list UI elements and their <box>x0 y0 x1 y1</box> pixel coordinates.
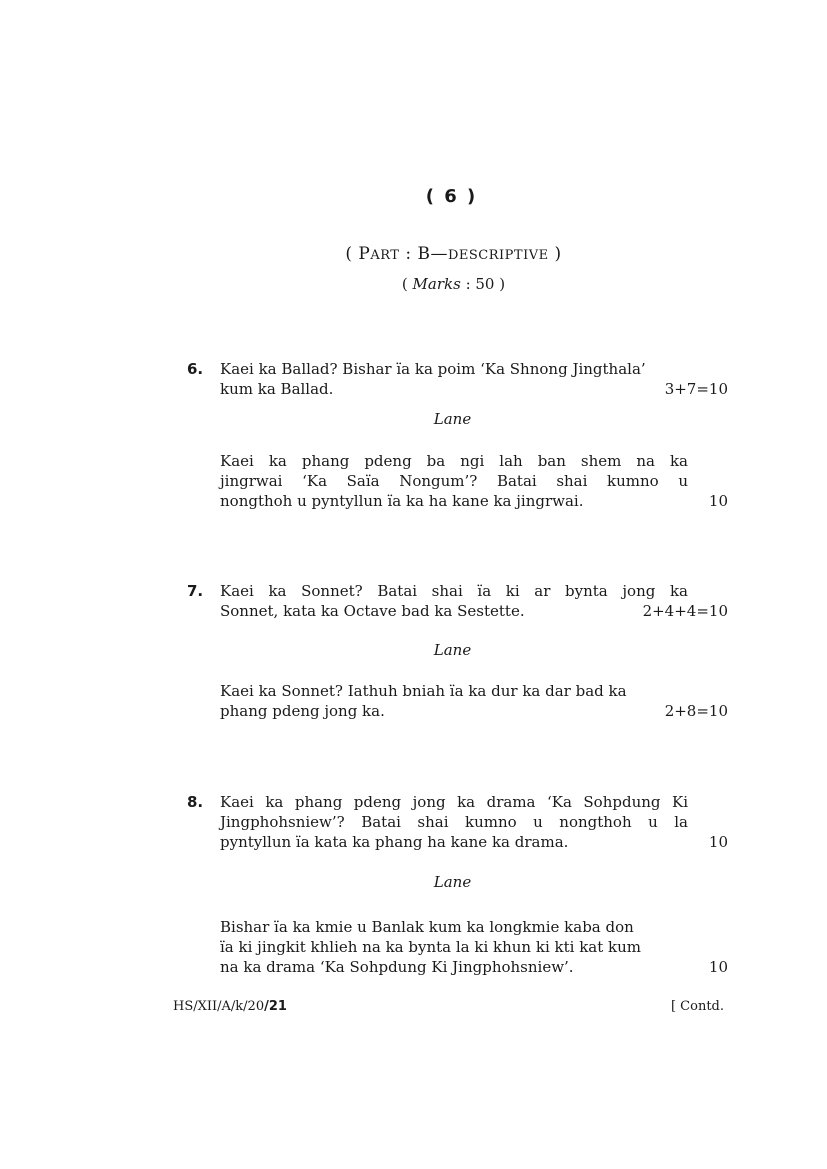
part-title-sc1: ART <box>370 248 400 263</box>
total-marks <box>0 275 827 293</box>
alt-question-line: Bishar ïa ka kmie u Banlak kum ka longkmie kaba don <box>220 918 634 936</box>
paper-code-suffix: /21 <box>264 999 287 1014</box>
part-title <box>0 244 827 264</box>
question-text-line: Kaei ka phang pdeng jong ka drama ‘Ka Sohpdung Ki <box>220 793 688 811</box>
alt-question-line: Kaei ka Sonnet? Iathuh bniah ïa ka dur ka dar bad ka <box>220 682 627 700</box>
alt-question-marks: 10 <box>708 958 728 976</box>
question-marks: 2+4+4=10 <box>642 602 728 620</box>
part-title-mid: : B— <box>399 244 448 264</box>
marks-label: Marks <box>412 275 461 293</box>
or-label: Lane <box>433 641 472 659</box>
question-text-line: Kaei ka Ballad? Bishar ïa ka poim ‘Ka Shnong Jingthala’ <box>220 360 646 378</box>
continued-label: [ Contd. <box>670 999 724 1014</box>
question-number: 6. <box>187 360 204 378</box>
question-text-line: Sonnet, kata ka Octave bad ka Sestette. <box>220 602 525 620</box>
marks-open: ( <box>401 275 413 293</box>
question-number: 7. <box>187 582 204 600</box>
question-text-line: pyntyllun ïa kata ka phang ha kane ka drama. <box>220 833 569 851</box>
alt-question-line: jingrwai ‘Ka Saïa Nongum’? Batai shai kumno u <box>220 472 688 490</box>
alt-question-marks: 2+8=10 <box>664 702 728 720</box>
question-text-line: Kaei ka Sonnet? Batai shai ïa ki ar bynta jong ka <box>220 582 688 600</box>
page-number: ( 6 ) <box>425 186 478 207</box>
question-text-line: kum ka Ballad. <box>220 380 334 398</box>
part-title-open: ( P <box>345 244 371 264</box>
alt-question-line: Kaei ka phang pdeng ba ngi lah ban shem na ka <box>220 452 688 470</box>
paper-code <box>173 999 287 1014</box>
alt-question-line: na ka drama ‘Ka Sohpdung Ki Jingphohsniew’. <box>220 958 574 976</box>
alt-question-marks: 10 <box>708 492 728 510</box>
paper-code-prefix: HS/XII/A/k/20 <box>173 999 265 1014</box>
alt-question-line: phang pdeng jong ka. <box>220 702 385 720</box>
marks-value: : 50 ) <box>460 275 506 293</box>
or-label: Lane <box>433 410 472 428</box>
question-number: 8. <box>187 793 204 811</box>
alt-question-line: ïa ki jingkit khlieh na ka bynta la ki khun ki kti kat kum <box>220 938 641 956</box>
part-title-sc2: DESCRIPTIVE <box>447 248 549 263</box>
or-label: Lane <box>433 873 472 891</box>
alt-question-line: nongthoh u pyntyllun ïa ka ha kane ka jingrwai. <box>220 492 584 510</box>
part-title-close: ) <box>548 244 562 264</box>
question-marks: 10 <box>708 833 728 851</box>
question-marks: 3+7=10 <box>664 380 728 398</box>
question-text-line: Jingphohsniew’? Batai shai kumno u nongthoh u la <box>220 813 688 831</box>
